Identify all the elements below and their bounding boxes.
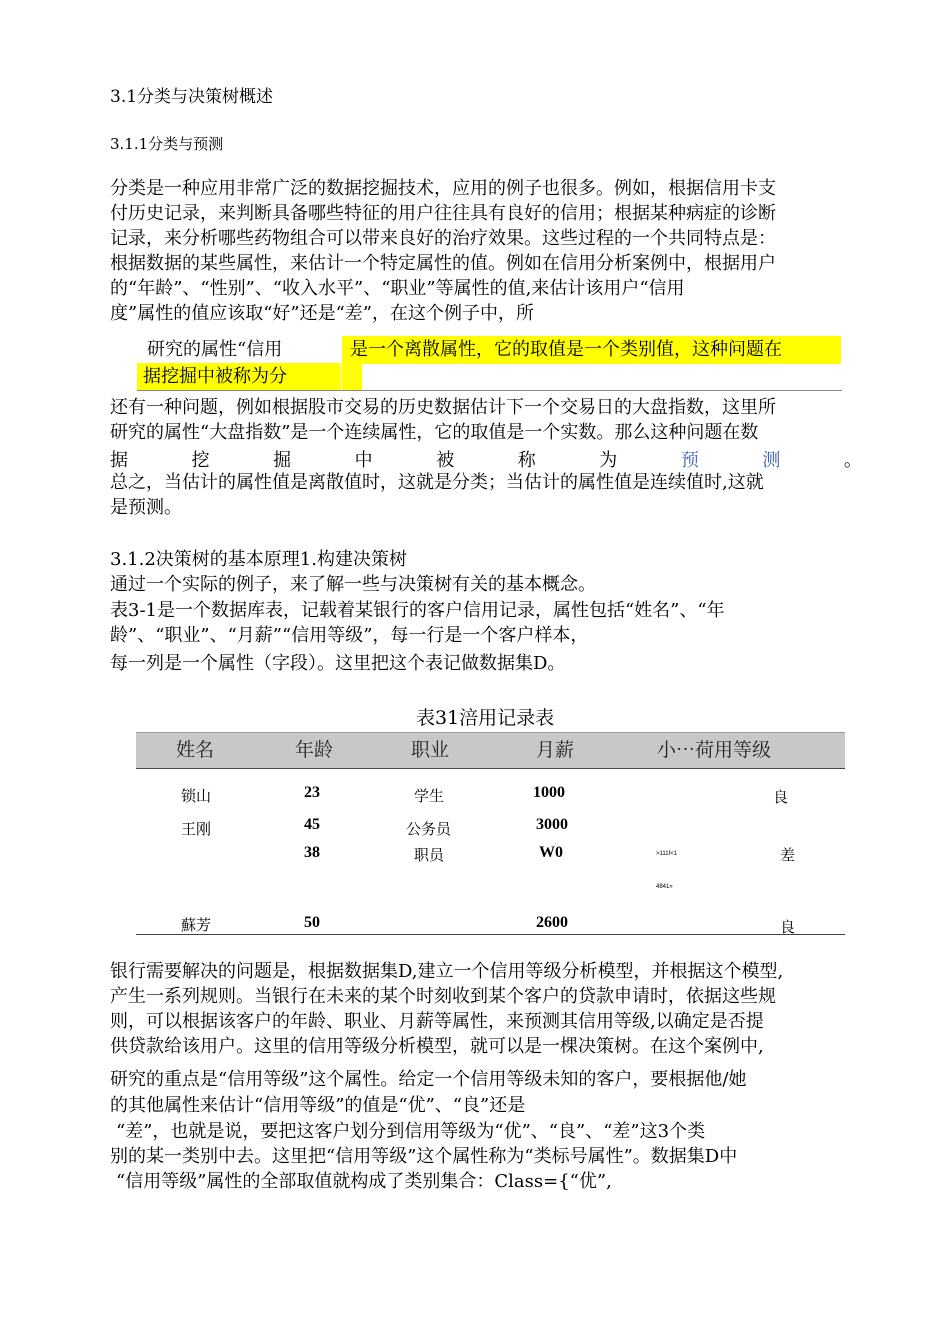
text-line: 供贷款给该用户。这里的信用等级分析模型，就可以是一棵决策树。在这个案例中, [110, 1036, 764, 1057]
noise-text: 4841» [656, 884, 673, 890]
text-line: 的其他属性来估计“信用等级”的值是“优”、“良”还是 [110, 1095, 526, 1116]
column-header: 职业 [411, 739, 450, 761]
spread-char: 挖 [191, 450, 210, 471]
text-line: 别的某一类别中去。这里把“信用等级”这个属性称为“类标号属性”。数据集D中 [110, 1146, 738, 1167]
highlighted-text: 是一个离散属性，它的取值是一个类别值，这种问题在 [342, 336, 841, 364]
cell-age: 45 [304, 816, 320, 833]
text-line: 龄”、“职业”、“月薪”“信用等级”，每一行是一个客户样本， [110, 625, 589, 646]
subsection-heading-1: 3.1.1分类与预测 [110, 135, 224, 153]
table-caption: 表31涪用记录表 [416, 707, 555, 729]
text-fragment: 研究的属性“信用 [147, 339, 283, 360]
spread-char: 。 [843, 450, 862, 471]
cell-grade: 良 [773, 788, 789, 806]
divider-line [137, 390, 842, 391]
cell-job: 职员 [414, 846, 445, 864]
highlight-fill [342, 364, 362, 390]
cell-grade: 差 [780, 846, 796, 864]
text-line: “信用等级”属性的全部取值就构成了类别集合：Class={“优”, [116, 1171, 612, 1192]
text-line: 是预测。 [110, 497, 182, 518]
text-line: 通过一个实际的例子，来了解一些与决策树有关的基本概念。 [110, 574, 596, 595]
text-line: 付历史记录，来判断具备哪些特征的用户往往具有良好的信用；根据某种病症的诊断 [110, 203, 776, 224]
section-heading: 3.1分类与决策树概述 [110, 87, 274, 107]
cell-salary: 2600 [536, 914, 568, 931]
text-line: 的“年龄”、“性别”、“收入水平”、“职业”等属性的值,来估计该用户“信用 [110, 278, 685, 299]
spread-char: 中 [354, 450, 373, 471]
text-line: 每一列是一个属性（字段）。这里把这个表记做数据集D。 [110, 653, 566, 674]
text-line: 表3-1是一个数据库表，记载着某银行的客户信用记录，属性包括“姓名”、“年 [110, 600, 725, 621]
noise-text: >111f<1 [656, 851, 678, 857]
cell-name: 蘇芳 [181, 916, 212, 934]
spread-char: 掘 [273, 450, 292, 471]
text-line: 还有一种问题，例如根据股市交易的历史数据估计下一个交易日的大盘指数，这里所 [110, 397, 776, 418]
column-header: 小⋯荷用等级 [657, 739, 772, 761]
column-header: 年龄 [295, 739, 334, 761]
text-line: 则，可以根据该客户的年龄、职业、月薪等属性，来预测其信用等级,以确定是否提 [110, 1011, 764, 1032]
cell-age: 38 [304, 844, 320, 861]
text-line: 分类是一种应用非常广泛的数据挖掘技术，应用的例子也很多。例如，根据信用卡支 [110, 178, 776, 199]
spread-char-blue: 测 [762, 450, 781, 471]
cell-name: 锁山 [181, 787, 212, 805]
cell-name: 王刚 [181, 820, 212, 838]
subsection-heading-2: 3.1.2决策树的基本原理1.构建决策树 [110, 549, 407, 570]
column-header: 姓名 [176, 739, 215, 761]
text-line: 产生一系列规则。当银行在未来的某个时刻收到某个客户的贷款申请时，依据这些规 [110, 986, 776, 1007]
cell-grade: 良 [780, 918, 796, 936]
column-header: 月薪 [536, 739, 575, 761]
text-line: “差”，也就是说，要把这客户划分到信用等级为“优”、“良”、“差”这3个类 [116, 1121, 706, 1142]
text-line: 总之，当估计的属性值是离散值时，这就是分类；当估计的属性值是连续值时,这就 [110, 472, 764, 493]
spread-char: 称 [517, 450, 536, 471]
cell-salary: 1000 [533, 784, 565, 801]
spread-char: 被 [436, 450, 455, 471]
cell-age: 23 [304, 784, 320, 801]
spread-char-blue: 预 [680, 450, 699, 471]
text-line: 度”属性的值应该取“好”还是“差”，在这个例子中，所 [110, 303, 535, 324]
text-line: 研究的属性“大盘指数”是一个连续属性，它的取值是一个实数。那么这种问题在数 [110, 422, 759, 443]
cell-job: 学生 [414, 787, 445, 805]
table-bottom-rule [136, 934, 845, 935]
spread-char: 为 [599, 450, 618, 471]
spread-line [110, 446, 862, 472]
cell-job: 公务员 [406, 820, 452, 838]
text-line: 根据数据的某些属性，来估计一个特定属性的值。例如在信用分析案例中，根据用户 [110, 253, 776, 274]
cell-salary: 3000 [536, 816, 568, 833]
text-line: 研究的重点是“信用等级”这个属性。给定一个信用等级未知的客户，要根据他/她 [110, 1069, 747, 1090]
text-line: 记录，来分析哪些药物组合可以带来良好的治疗效果。这些过程的一个共同特点是： [110, 228, 776, 249]
spread-char: 据 [110, 450, 128, 471]
text-line: 银行需要解决的问题是，根据数据集D,建立一个信用等级分析模型，并根据这个模型, [110, 961, 784, 982]
cell-age: 50 [304, 914, 320, 931]
highlighted-text: 据挖掘中被称为分 [137, 363, 341, 390]
cell-salary: W0 [539, 844, 563, 861]
